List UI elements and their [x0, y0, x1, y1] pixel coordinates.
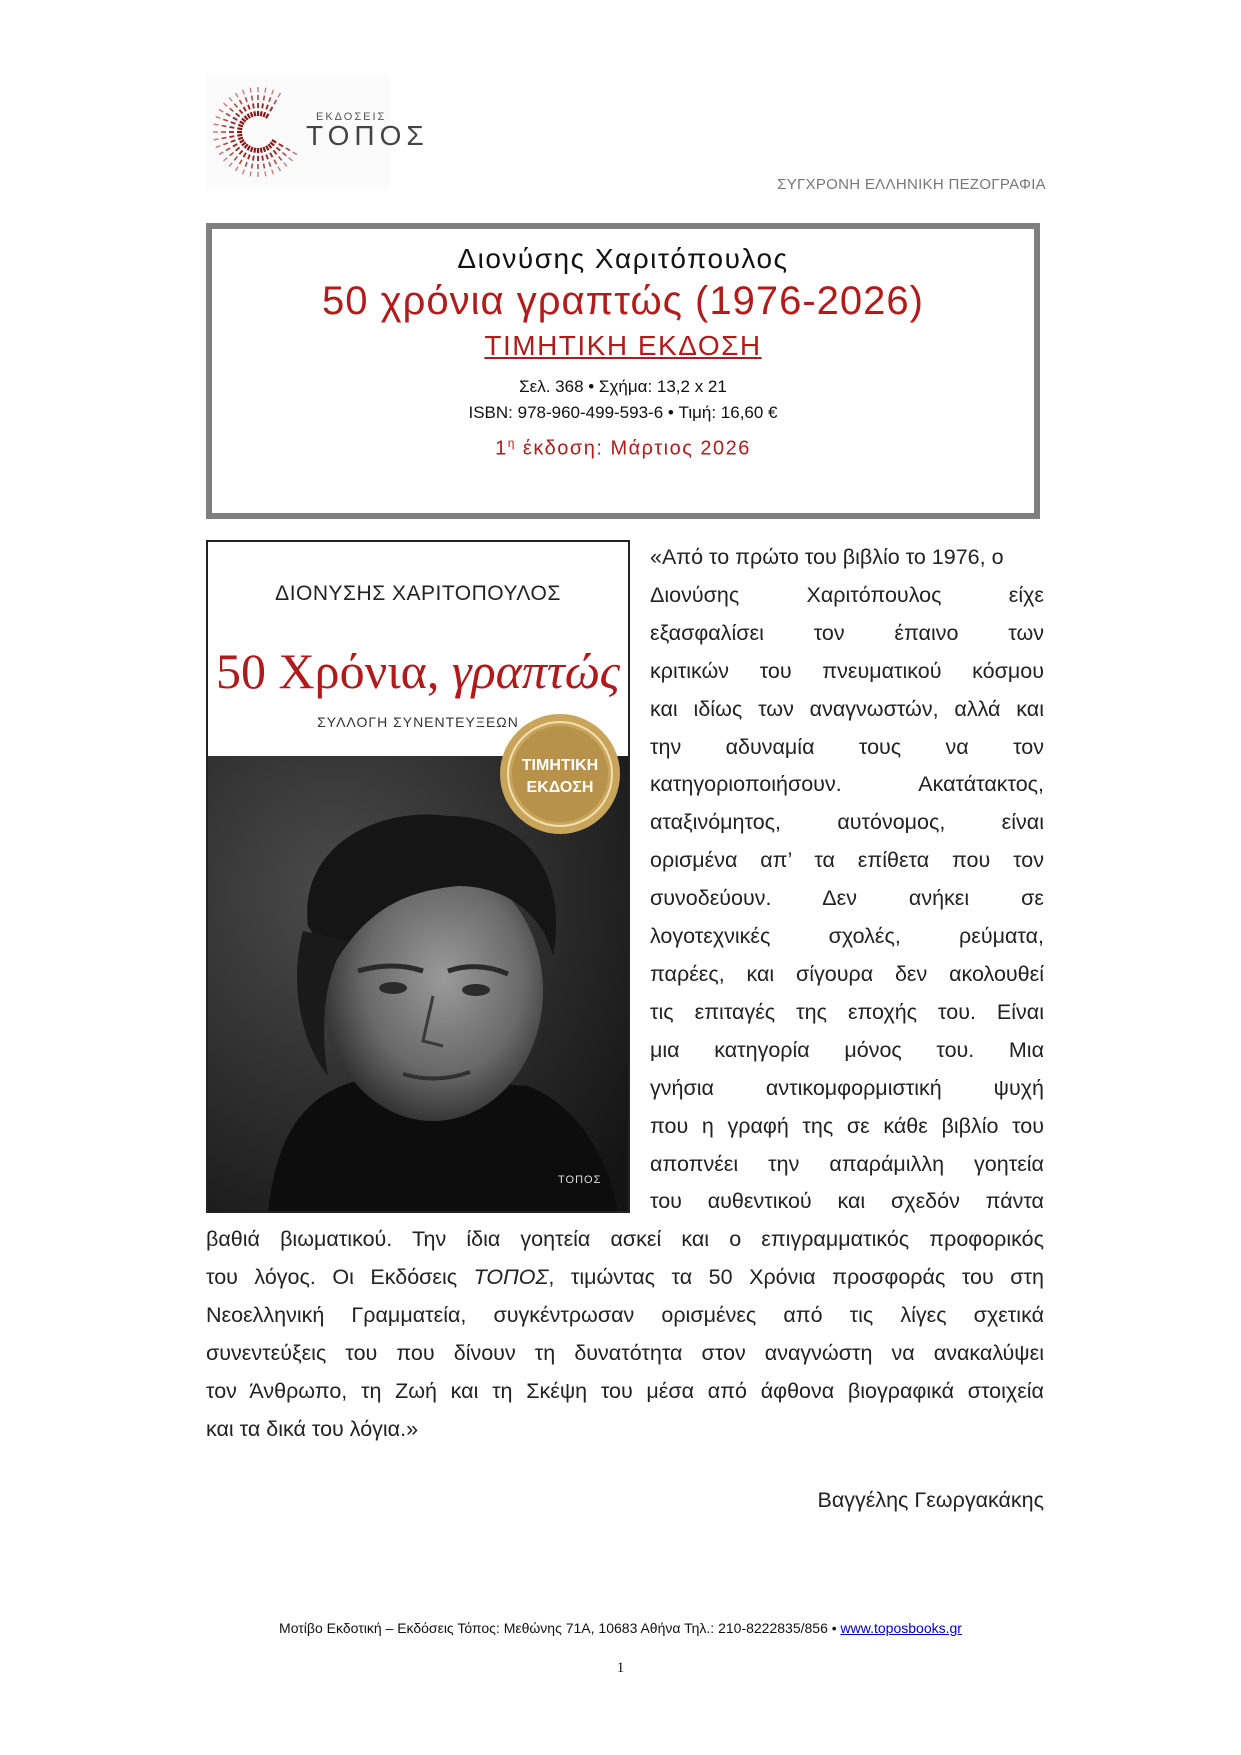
review-line: τον Άνθρωπο, τη Ζωή και τη Σκέψη του μέσα από άφθονα βιογραφικά στοιχεία [206, 1378, 1044, 1403]
book-info-box [206, 223, 1040, 519]
book-edition-type: ΤΙΜΗΤΙΚΗ ΕΚΔΟΣΗ [484, 330, 762, 361]
review-line: και τα δικά του λόγια.» [206, 1416, 419, 1441]
review-signature: Βαγγέλης Γεωργακάκης [817, 1488, 1044, 1512]
review-line: του αυθεντικού και σχεδόν πάντα [650, 1189, 1044, 1214]
review-line: κατηγοριοποιήσουν. Ακατάτακτος, [650, 772, 1044, 797]
review-line: λογοτεχνικές σχολές, ρεύματα, [650, 924, 1044, 949]
category-label: ΣΥΓΧΡΟΝΗ ΕΛΛΗΝΙΚΗ ΠΕΖΟΓΡΑΦΙΑ [777, 176, 1046, 193]
review-line: που η γραφή της σε κάθε βιβλίο του [650, 1113, 1044, 1138]
book-edition-date: $1^\eta$ έκδοση: Μάρτιος 2026 [495, 436, 751, 460]
review-line: συνεντεύξεις του που δίνουν τη δυνατότητα στον αναγνώστη να ανακαλύψει [206, 1340, 1044, 1365]
review-line: την αδυναμία τους να τον [650, 734, 1044, 759]
review-line: του λόγος. Οι Εκδόσεις ΤΟΠΟΣ, τιμώντας τα 50 Χρόνια προσφοράς του στη [206, 1264, 1045, 1289]
cover-subtitle: ΣΥΛΛΟΓΗ ΣΥΝΕΝΤΕΥΞΕΩΝ [317, 714, 519, 730]
cover-author: ΔΙΟΝΥΣΗΣ ΧΑΡΙΤΟΠΟΥΛΟΣ [275, 582, 561, 605]
review-line: ορισμένα απ’ τα επίθετα που τον [650, 848, 1044, 873]
page-number: 1 [616, 1660, 625, 1676]
review-line: και ιδίως των αναγνωστών, αλλά και [650, 696, 1044, 721]
review-line: αποπνέει την απαράμιλλη γοητεία [650, 1151, 1044, 1176]
logo-small-text: ΕΚΔΟΣΕΙΣ [316, 111, 387, 123]
review-line: γνήσια αντικομφορμιστική ψυχή [650, 1075, 1044, 1100]
badge-line-2: ΕΚΔΟΣΗ [526, 779, 594, 796]
review-line: μια κατηγορία μόνος του. Μια [650, 1037, 1044, 1062]
review-line: εξασφαλίσει τον έπαινο των [650, 620, 1044, 645]
book-title: 50 χρόνια γραπτώς (1976-2026) [322, 279, 924, 323]
review-line: βαθιά βιωματικού. Την ίδια γοητεία ασκεί και ο επιγραμματικός προφορικός [206, 1227, 1044, 1251]
book-cover-image [206, 540, 630, 1213]
review-text-full [206, 1221, 1044, 1448]
cover-publisher-mark: ΤΟΠΟΣ [558, 1174, 602, 1186]
review-line: Διονύσης Χαριτόπουλος είχε [650, 582, 1044, 607]
book-author: Διονύσης Χαριτόπουλος [457, 243, 789, 274]
review-line: κριτικών του πνευματικού κόσμου [650, 658, 1044, 683]
cover-title: 50 Χρόνια, γραπτώς [216, 643, 620, 699]
review-line: αταξινόμητος, αυτόνομος, είναι [650, 810, 1044, 835]
review-line: Νεοελληνική Γραμματεία, συγκέντρωσαν ορισμένες από τις λίγες σχετικά [206, 1302, 1044, 1327]
badge-line-1: ΤΙΜΗΤΙΚΗ [521, 757, 599, 774]
review-line: «Από το πρώτο του βιβλίο το 1976, ο [650, 545, 1004, 569]
review-line: συνοδεύουν. Δεν ανήκει σε [650, 886, 1044, 911]
book-isbn-price: ISBN: 978-960-499-593-6 • Τιμή: 16,60 € [468, 403, 778, 422]
footer-website-link[interactable]: www.toposbooks.gr [840, 1620, 962, 1636]
page-footer [0, 1620, 1241, 1636]
review-line: παρέες, και σίγουρα δεν ακολουθεί [650, 961, 1044, 986]
logo-name: ΤΟΠΟΣ [306, 120, 429, 151]
review-text-wrapped [650, 539, 1044, 1221]
footer-address: Μοτίβο Εκδοτική – Εκδόσεις Τόπος: Μεθώνης 71Α, 10683 Αθήνα Τηλ.: 210-8222835/856 • [279, 1620, 841, 1636]
publisher-logo [206, 74, 429, 190]
book-specs: Σελ. 368 • Σχήμα: 13,2 x 21 [519, 377, 727, 396]
review-line: τις επιταγές της εποχής του. Είναι [650, 999, 1044, 1024]
